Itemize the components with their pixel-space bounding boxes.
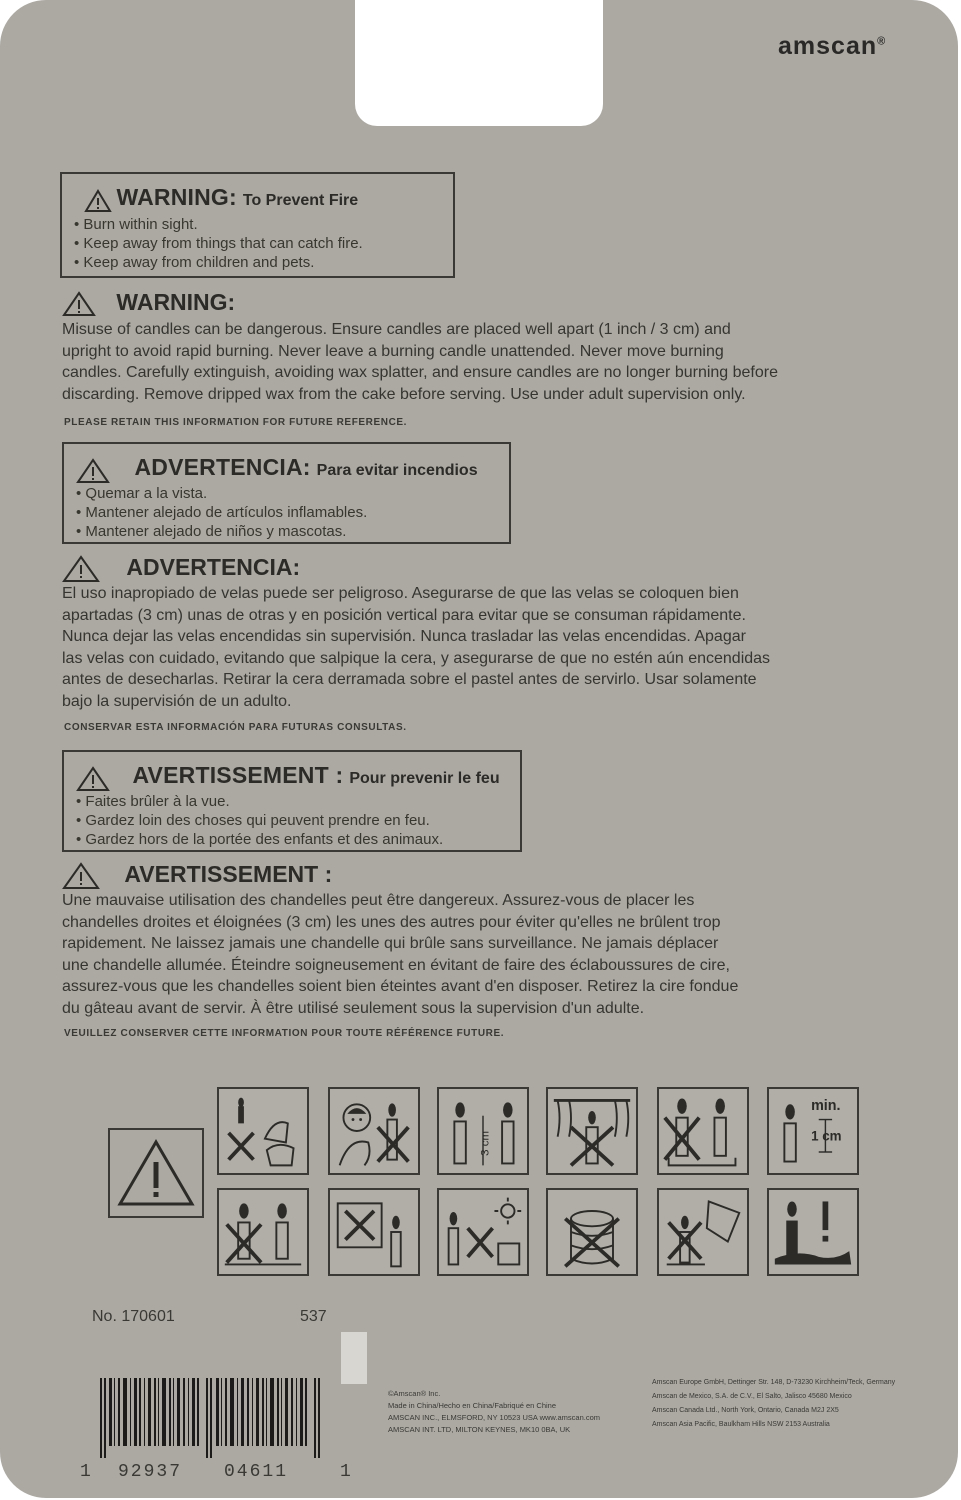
bullet-item: • Gardez hors de la portée des enfants et des animaux. <box>76 830 444 848</box>
box-subheading: Para evitar incendios <box>316 462 478 479</box>
bullet-item: • Burn within sight. <box>74 215 198 233</box>
fire-warning-box-en <box>60 172 455 278</box>
barcode-image <box>100 1378 322 1458</box>
product-number: No. 170601 <box>92 1308 175 1325</box>
box-subheading: To Prevent Fire <box>242 192 359 209</box>
box-heading: AVERTISSEMENT : <box>132 762 344 788</box>
blank-label <box>341 1332 367 1384</box>
brand-logo: amscan® <box>778 32 887 60</box>
bullet-item: • Faites brûler à la vue. <box>76 792 230 810</box>
warning-text-fr: Une mauvaise utilisation des chandelles peut être dangereux. Assurez-vous de placer les chandelles droites et éloignées (3 cm) les unes des autres pour éviter qu'elles ne brûlent trop rapidement. Ne laissez jamais une chandelle qui brûle sans surveillance. Ne jamais déplacer une chandelle allumée. Éteindre soigneusement en évitant de faire des éclaboussures de cire, assurez-vous que les chandelles soient bien éteintes avant d'en disposer. Retirez la cire fondue du gâteau avant de servir. À être utilisé seulement sous la supervision d'un adulte. <box>62 892 739 1017</box>
warning-heading-en: WARNING: <box>62 289 235 317</box>
candle-spacing-symbol-icon <box>437 1087 529 1175</box>
min-label: min. <box>811 1098 841 1114</box>
no-stacking-symbol-icon <box>546 1188 638 1276</box>
fire-warning-box-fr <box>62 750 522 852</box>
bullet-item: • Mantener alejado de niños y mascotas. <box>76 522 347 540</box>
hang-hole <box>355 0 603 126</box>
fineprint-left <box>388 1388 600 1436</box>
warning-triangle-icon <box>62 555 100 583</box>
barcode-right-digits: 04611 <box>224 1462 289 1482</box>
no-paper-symbol-icon <box>328 1188 420 1276</box>
no-water-symbol-icon <box>657 1188 749 1276</box>
fineprint-line: Made in China/Hecho en China/Fabriqué en Chine <box>388 1401 557 1410</box>
box-subheading: Pour prevenir le feu <box>349 770 500 787</box>
box-heading: WARNING: <box>116 184 237 210</box>
no-moving-candle-symbol-icon <box>657 1087 749 1175</box>
retain-notice-fr: VEUILLEZ CONSERVER CETTE INFORMATION POUR TOUTE RÉFÉRENCE FUTURE. <box>64 1028 505 1039</box>
retain-notice-en: PLEASE RETAIN THIS INFORMATION FOR FUTURE REFERENCE. <box>64 417 408 428</box>
caution-triangle-icon <box>108 1128 204 1218</box>
no-unattended-symbol-icon <box>217 1188 309 1276</box>
box-heading: ADVERTENCIA: <box>134 454 311 480</box>
warning-heading-es: ADVERTENCIA: <box>62 554 300 583</box>
retain-notice-es: CONSERVAR ESTA INFORMACIÓN PARA FUTURAS CONSULTAS. <box>64 722 407 733</box>
no-heat-symbol-icon <box>437 1188 529 1276</box>
fire-warning-box-es <box>62 442 511 544</box>
barcode-left-digits: 92937 <box>118 1462 183 1482</box>
caution-wax-symbol-icon <box>767 1188 859 1276</box>
fineprint-line: AMSCAN INC., ELMSFORD, NY 10523 USA www.amscan.com <box>388 1413 601 1422</box>
warning-text-en: Misuse of candles can be dangerous. Ensure candles are placed well apart (1 inch / 3 cm) and upright to avoid rapid burning. Never leave a burning candle unattended. Never move burning candles. Carefully extinguish, avoiding wax splatter, and ensure candles are no longer burning before discarding. Remove dripped wax from the cake before serving. Use under adult supervision only. <box>62 321 778 403</box>
warning-triangle-icon <box>76 766 110 792</box>
product-code: 537 <box>300 1308 327 1325</box>
barcode-check-digit: 1 <box>340 1462 351 1482</box>
bullet-item: • Keep away from things that can catch fire. <box>74 234 363 252</box>
cm-label: 1 cm <box>811 1128 842 1144</box>
min-distance-symbol-icon <box>767 1087 859 1175</box>
fineprint-line: Amscan Europe GmbH, Dettinger Str. 148, D-73230 Kirchheim/Teck, Germany <box>652 1379 896 1386</box>
warning-triangle-icon <box>62 862 100 890</box>
no-flammables-symbol-icon <box>217 1087 309 1175</box>
spacing-label: 3 cm <box>479 1131 492 1156</box>
warning-triangle-icon <box>84 189 112 213</box>
barcode-lead-digit: 1 <box>80 1462 91 1482</box>
fineprint-right <box>652 1376 932 1432</box>
warning-text-es: El uso inapropiado de velas puede ser peligroso. Asegurarse de que las velas se coloquen bien apartadas (3 cm) unas de otras y en posición vertical para evitar que se consuman rápidamente. Nunca dejar las velas encendidas sin supervisión. Nunca trasladar las velas encendidas. Apagar las velas con cuidado, evitando que salpique la cera, y asegurarse de que no estén aún encendidas antes de desecharlas. Retirar la cera derramada sobre el pastel antes de servirlo. Usar solamente bajo la supervisión de un adulto. <box>62 585 771 710</box>
keep-from-children-symbol-icon <box>328 1087 420 1175</box>
fineprint-line: Amscan Asia Pacific, Baulkham Hills NSW 2153 Australia <box>652 1421 830 1428</box>
bullet-item: • Keep away from children and pets. <box>74 253 315 271</box>
bullet-item: • Mantener alejado de artículos inflamables. <box>76 503 368 521</box>
fineprint-line: ©Amscan® Inc. <box>388 1389 441 1398</box>
bullet-item: • Quemar a la vista. <box>76 484 208 502</box>
bullet-item: • Gardez loin des choses qui peuvent prendre en feu. <box>76 811 430 829</box>
fineprint-line: AMSCAN INT. LTD, MILTON KEYNES, MK10 0BA, UK <box>388 1425 571 1434</box>
no-drafts-symbol-icon <box>546 1087 638 1175</box>
warning-triangle-icon <box>62 291 96 317</box>
fineprint-line: Amscan Canada Ltd., North York, Ontario, Canada M2J 2X5 <box>652 1407 839 1414</box>
fineprint-line: Amscan de Mexico, S.A. de C.V., El Salto, Jalisco 45680 Mexico <box>652 1393 852 1400</box>
warning-heading-fr: AVERTISSEMENT : <box>62 861 332 890</box>
warning-triangle-icon <box>76 458 110 484</box>
